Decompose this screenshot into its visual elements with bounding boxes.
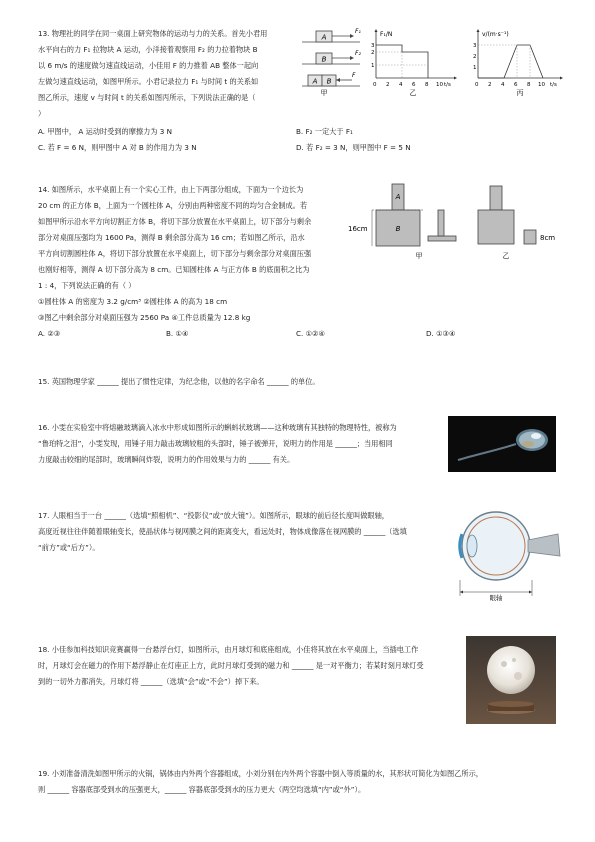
q13-line-5: 图乙所示，速度 v 与时间 t 的关系如图丙所示，下列说法正确的是（ [38,93,256,102]
q14-line-6: 也刚好相等，测得 A 切下部分高为 8 cm。已知圆柱体 A 与正方体 B 的底面积之比为 [38,265,310,274]
q16-line-1: 16. 小雯在实验室中将熔融玻璃滴入冰水中形成如图所示的蝌蚪状玻璃——这种玻璃有其独特的物理特性，被称为 [38,423,397,432]
fig14-yi-cut-piece [524,230,536,244]
q19-line-2: 则 ______ 容器底部受到水的压强更大，______ 容器底部受到水的压力更大（两空均选填“内”或“外”）。 [38,785,366,794]
fig-yi-ytick-2: 2 [371,50,375,56]
fig-bing-xtick-8: 8 [527,82,531,88]
fig-jia-label-b2: B [326,77,332,86]
fig-yi-xtick-8: 8 [425,82,429,88]
q13-line-2: 水平向右的力 F₁ 拉物块 A 运动，小洋接着观察用 F₂ 的力拉着物块 B [38,45,258,54]
fig-jia-f: F [352,72,356,79]
q14-line-4: 部分对桌面压强均为 1600 Pa，测得 B 剩余部分高为 16 cm；若如图乙所示，沿水 [38,233,305,242]
fig-bing-xlabel: t/s [550,82,557,88]
q17-line-3: “前方”或“后方”）。 [38,543,100,552]
fig-bing-caption: 丙 [516,89,524,96]
fig-yi-xtick-4: 4 [399,82,403,88]
fig-bing-xtick-0: 0 [475,82,479,88]
q13-figure-jia [300,24,365,96]
q17-eye-diagram [450,504,566,602]
fig-bing-ylabel: v/(m·s⁻¹) [482,31,509,38]
q13-line-4: 左做匀速直线运动，如图甲所示。小君记录拉力 F₁ 与时间 t 的关系如 [38,77,259,86]
fig-bing-xtick-2: 2 [488,82,492,88]
q14-line-2: 20 cm 的正方体 B，上面为一个圆柱体 A，分别由两种密度不同的均匀合金制成。若 [38,201,308,210]
q14-option-a[interactable]: A. ②③ [38,329,61,338]
q13-option-b[interactable]: B. F₂ 一定大于 F₁ [296,127,353,136]
fig-bing-ytick-1: 1 [473,65,477,71]
q18-line-1: 18. 小佳参加科技知识竞赛赢得一台悬浮台灯，如图所示，由月球灯和底座组成，小佳将其放在水平桌面上，当插电工作 [38,645,419,654]
fig14-yi-cube [478,210,514,244]
fig-yi-xtick-0: 0 [373,82,377,88]
q13-option-a[interactable]: A. 甲图中， A 运动时受到的摩擦力为 3 N [38,127,172,136]
q13-line-6: ） [38,109,46,118]
fig14-cut-stem [438,210,444,236]
q14-line-1: 14. 如图所示，水平桌面上有一个实心工件，由上下两部分组成，下面为一个边长为 [38,185,304,194]
q17-line-1: 17. 人眼相当于一台 ______（选填“照相机”、“投影仪”或“放大镜”）。如图所示，眼球的前后径长度叫做眼轴， [38,511,389,520]
q16-glass-drop-image [448,416,556,472]
fig14-label-8cm: 8cm [540,234,556,242]
q13-figure-bing [470,26,570,96]
q19-line-1: 19. 小刘准备清洗如图甲所示的火锅，锅体由内外两个容器组成，小刘分别在内外两个容器中倒入等质量的水，其形状可简化为如图乙所示， [38,769,483,778]
q14-line-7: 1 : 4，下列说法正确的有（ ） [38,281,136,290]
q14-option-c[interactable]: C. ①②④ [296,329,325,338]
q14-line-3: 如图甲所示沿水平方向切割正方体 B，将切下部分放置在水平桌面上，切下部分与剩余 [38,217,312,226]
q14-line-5: 平方向切割圆柱体 A，将切下部分放置在水平桌面上，切下部分与剩余部分对桌面压强 [38,249,312,258]
q18-moon-lamp-image [466,636,556,724]
fig14-label-a: A [395,193,401,201]
fig-yi-caption: 乙 [409,89,417,96]
q14-option-d[interactable]: D. ①③④ [426,329,456,338]
fig-yi-xlabel: t/s [444,82,451,88]
q13-option-c[interactable]: C. 若 F = 6 N，则甲图中 A 对 B 的作用力为 3 N [38,143,197,152]
eye-axis-label: 眼轴 [489,594,503,602]
fig-yi-ytick-1: 1 [371,63,375,69]
q14-line-8: ①圆柱体 A 的密度为 3.2 g/cm³ ②圆柱体 A 的高为 18 cm [38,297,228,306]
q18-line-3: 到的一切外力都消失，月球灯将 ______（选填“会”或“不会”）掉下来。 [38,677,264,686]
fig-jia-f2: F₂ [355,50,361,57]
fig-yi-xtick-10: 10 [436,82,443,88]
fig-jia-label-a2: A [312,77,318,86]
fig-jia-label-b: B [321,55,327,64]
question-15: 15. 英国物理学家 ______ 提出了惯性定律，为纪念他，以他的名字命名 ______ 的单位。 [38,377,320,386]
q16-line-3: 力度敲击较细的尾部时，玻璃瞬间炸裂，说明力的作用效果与力的 ______ 有关。 [38,455,295,464]
fig-bing-ytick-3: 3 [473,43,477,49]
fig-bing-xtick-10: 10 [538,82,545,88]
fig14-label-16cm: 16cm [348,225,368,233]
fig-jia-f1: F₁ [355,28,361,35]
fig14-caption-jia: 甲 [415,252,423,260]
q13-line-3: 以 6 m/s 的速度做匀速直线运动，小佳用 F 的力推着 AB 整体一起向 [38,61,259,70]
fig-bing-ytick-2: 2 [473,54,477,60]
fig14-cut-piece-b [428,236,456,241]
q14-line-9: ③图乙中剩余部分对桌面压强为 2560 Pa ④工件总质量为 12.8 kg [38,313,251,322]
fig-yi-xtick-6: 6 [412,82,416,88]
q13-figure-yi [368,26,460,96]
q16-line-2: “鲁珀特之泪”，小雯发现，用锤子用力敲击玻璃较粗的头部时，锤子被弹开，说明力的作用是 ______；当用相同 [38,439,393,448]
fig-bing-xtick-4: 4 [501,82,505,88]
fig14-caption-yi: 乙 [502,252,510,260]
q13-option-d[interactable]: D. 若 F₂ = 3 N，则甲图中 F = 5 N [296,143,411,152]
fig-yi-xtick-2: 2 [386,82,390,88]
fig-yi-ytick-3: 3 [371,43,375,49]
fig-jia-caption: 甲 [320,89,328,96]
fig-bing-xtick-6: 6 [514,82,518,88]
q17-line-2: 高度近视往往伴随着眼轴变长，使晶状体与视网膜之间的距离变大，看远处时，物体成像落在视网膜的 ______（选填 [38,527,407,536]
q14-figure [344,180,574,264]
fig-jia-label-a: A [321,33,327,42]
fig-yi-ylabel: F₁/N [380,31,393,38]
q13-line-1: 13. 物理社的同学在同一桌面上研究物体的运动与力的关系。首先小君用 [38,29,268,38]
fig14-label-b: B [395,225,401,233]
q14-option-b[interactable]: B. ①④ [166,329,189,338]
q18-line-2: 时，月球灯会在磁力的作用下悬浮静止在灯座正上方，此时月球灯受到的磁力和 ______ 是一对平衡力；若某时刻月球灯受 [38,661,424,670]
fig14-yi-cylinder [490,186,502,210]
